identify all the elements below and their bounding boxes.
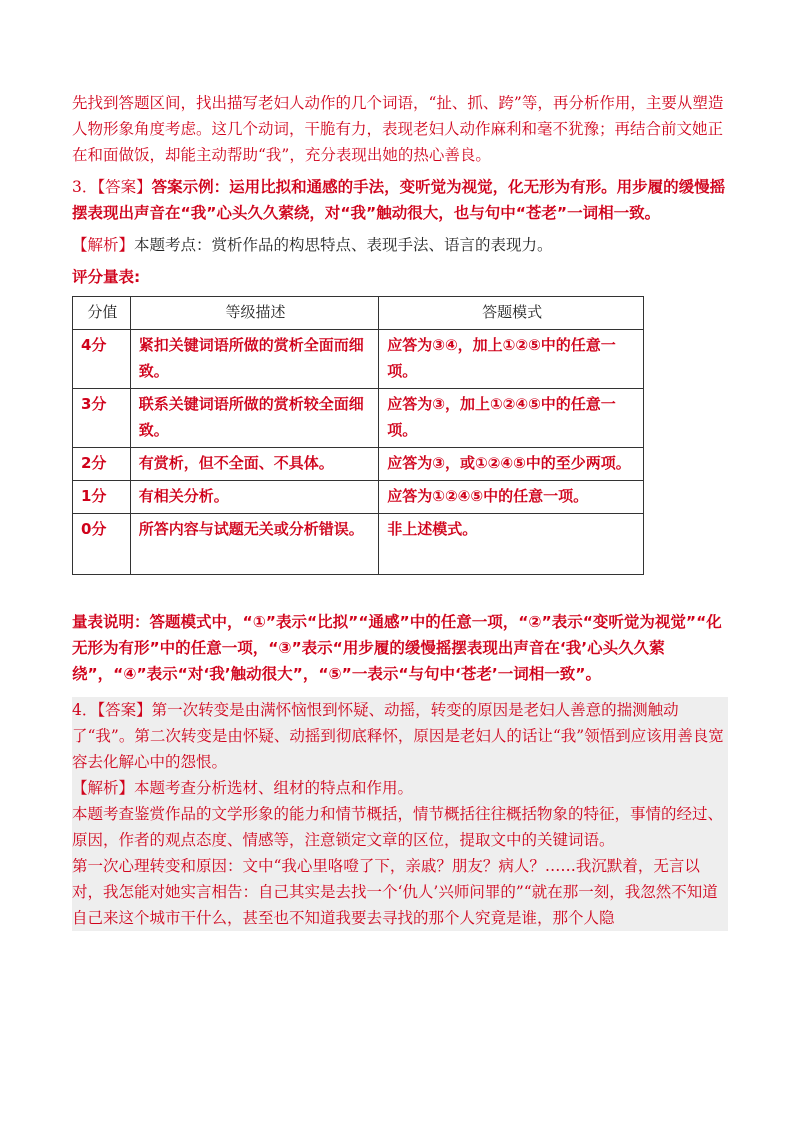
- rubric-pattern: 应答为①②④⑤中的任意一项。: [379, 481, 644, 514]
- rubric-title: 评分量表:: [72, 268, 141, 286]
- q3-analysis: [72, 232, 728, 258]
- spacer: [72, 575, 728, 609]
- q3-analysis-text: 本题考点：赏析作品的构思特点、表现手法、语言的表现力。: [134, 236, 553, 254]
- rubric-header-level: 等级描述: [130, 297, 378, 330]
- q4-answer: [72, 697, 728, 775]
- rubric-score: 4分: [73, 330, 131, 389]
- rubric-level: 有赏析，但不全面、不具体。: [130, 448, 378, 481]
- rubric-score: 3分: [73, 389, 131, 448]
- table-row: [73, 481, 644, 514]
- rubric-level: 有相关分析。: [130, 481, 378, 514]
- rubric-pattern: 非上述模式。: [379, 514, 644, 575]
- rubric-level: 所答内容与试题无关或分析错误。: [130, 514, 378, 575]
- q4-section: [72, 697, 728, 931]
- q4-analysis: [72, 775, 728, 801]
- rubric-pattern: 应答为③④，加上①②⑤中的任意一项。: [379, 330, 644, 389]
- q3-analysis-prefix: 【解析】: [72, 236, 135, 254]
- table-row: [73, 448, 644, 481]
- rubric-header-row: [73, 297, 644, 330]
- rubric-header-score: 分值: [73, 297, 131, 330]
- q4-analysis-prefix: 【解析】: [72, 779, 135, 797]
- table-row: [73, 514, 644, 575]
- q4-answer-text: 第一次转变是由满怀恼恨到怀疑、动摇，转变的原因是老妇人善意的揣测触动了“我”。第二次转变是由怀疑、动摇到彻底释怀，原因是老妇人的话让“我”领悟到应该用善良宽容去化解心中的怨恨。: [72, 701, 724, 771]
- q3-answer: [72, 174, 728, 226]
- q4-paragraph-2: 第一次心理转变和原因：文中“我心里咯噔了下，亲戚？朋友？病人？……我沉默着，无言以对，我怎能对她实言相告：自己其实是去找一个‘仇人’兴师问罪的”“就在那一刻，我忽然不知道自己来这个城市干什么，甚至也不知道我要去寻找的那个人究竟是谁，那个人隐: [72, 857, 718, 927]
- rubric-score: 1分: [73, 481, 131, 514]
- document-page: [72, 90, 728, 931]
- rubric-score: 0分: [73, 514, 131, 575]
- rubric-score: 2分: [73, 448, 131, 481]
- q4-analysis-text: 本题考查分析选材、组材的特点和作用。: [134, 779, 414, 797]
- rubric-table: [72, 296, 644, 575]
- intro-paragraph: 先找到答题区间，找出描写老妇人动作的几个词语，“扯、抓、跨”等，再分析作用，主要从塑造人物形象角度考虑。这几个动词，干脆有力，表现老妇人动作麻利和毫不犹豫；再结合前文她正在和面做饭，却能主动帮助“我”，充分表现出她的热心善良。: [72, 94, 724, 164]
- q3-answer-prefix: 3．【答案】: [72, 178, 152, 196]
- q3-answer-text: 答案示例：运用比拟和通感的手法，变听觉为视觉，化无形为有形。用步履的缓慢摇摆表现出声音在“我”心头久久萦绕，对“我”触动很大，也与句中“苍老”一词相一致。: [72, 178, 726, 222]
- rubric-header-pattern: 答题模式: [379, 297, 644, 330]
- rubric-level: 联系关键词语所做的赏析较全面细致。: [130, 389, 378, 448]
- rubric-pattern: 应答为③，加上①②④⑤中的任意一项。: [379, 389, 644, 448]
- rubric-note: 量表说明：答题模式中，“①”表示“比拟”“通感”中的任意一项，“②”表示“变听觉为视觉”“化无形为有形”中的任意一项，“③”表示“用步履的缓慢摇摆表现出声音在‘我’心头久久萦绕”，“④”表示“对‘我’触动很大”，“⑤”一表示“与句中‘苍老’一词相一致”。: [72, 613, 722, 683]
- q4-paragraph-1: 本题考查鉴赏作品的文学形象的能力和情节概括，情节概括往往概括物象的特征，事情的经过、原因，作者的观点态度、情感等，注意锁定文章的区位，提取文中的关键词语。: [72, 805, 724, 849]
- q4-answer-prefix: 4．【答案】: [72, 701, 152, 719]
- rubric-pattern: 应答为③，或①②④⑤中的至少两项。: [379, 448, 644, 481]
- table-row: [73, 389, 644, 448]
- table-row: [73, 330, 644, 389]
- rubric-level: 紧扣关键词语所做的赏析全面而细致。: [130, 330, 378, 389]
